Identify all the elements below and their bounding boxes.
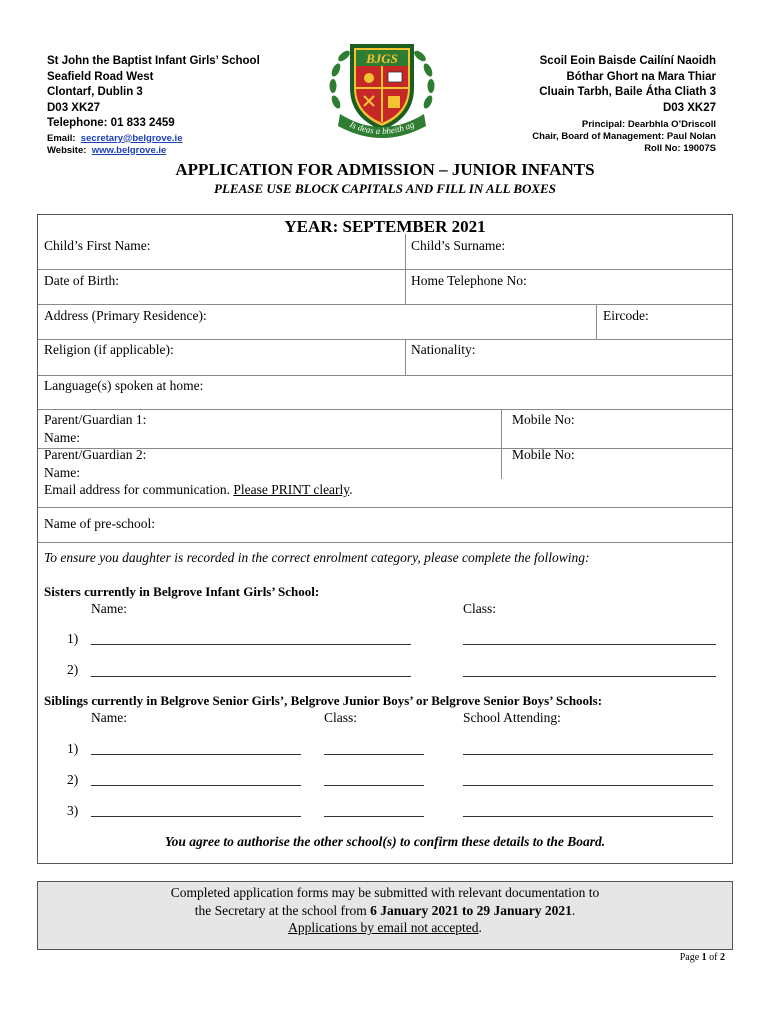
submission-notice [37,881,733,950]
sibling-3-name-blank[interactable] [91,816,301,817]
siblings-heading: Siblings currently in Belgrove Senior Girls’, Belgrove Junior Boys’ or Belgrove Senior Boys’ Schools: [44,693,603,708]
crest-initials: BJGS [366,51,398,66]
telephone: Telephone: 01 833 2459 [47,117,175,129]
religion-field[interactable]: Religion (if applicable): [44,342,174,357]
address-line: Seafield Road West [47,70,154,83]
sister-2-class-blank[interactable] [463,676,716,677]
parent-guardian-2-name-field[interactable]: Name: [44,465,80,480]
surname-field[interactable]: Child’s Surname: [411,238,506,253]
postcode: D03 XK27 [47,101,101,114]
address-field[interactable]: Address (Primary Residence): [44,308,207,323]
sibling-row-number: 3) [67,803,79,818]
irish-line: Bóthar Ghort na Mara Thiar [566,70,716,83]
page-number [680,952,725,963]
home-telephone-field[interactable]: Home Telephone No: [411,273,527,288]
submission-dates: 6 January 2021 to 29 January 2021 [370,902,572,918]
notice-line-3 [38,919,732,937]
crest-motto: Is deas a bheith ag [348,119,416,137]
notice-line-2 [38,902,732,920]
sibling-3-class-blank[interactable] [324,816,424,817]
page-current: 1 [701,952,707,963]
page-prefix: Page [679,952,702,963]
form-year: YEAR: SEPTEMBER 2021 [284,217,486,236]
website-link[interactable]: www.belgrove.ie [91,144,167,156]
roll-number: Roll No: 19007S [644,143,716,154]
parent-guardian-2-label: Parent/Guardian 2: [44,447,147,462]
sibling-1-name-blank[interactable] [91,754,301,755]
irish-line: Cluain Tarbh, Baile Átha Cliath 3 [539,86,716,98]
languages-field[interactable]: Language(s) spoken at home: [44,378,204,393]
email-communication-field[interactable] [44,482,353,498]
parent-guardian-2-mobile-field[interactable]: Mobile No: [512,447,575,462]
preschool-field[interactable]: Name of pre-school: [44,516,155,531]
email-suffix: . [349,482,353,497]
sister-1-class-blank[interactable] [463,644,716,645]
sister-1-name-blank[interactable] [91,644,411,645]
email-label: Email: [47,132,76,144]
page-subtitle: PLEASE USE BLOCK CAPITALS AND FILL IN ALL BOXES [214,181,556,196]
sisters-heading: Sisters currently in Belgrove Infant Girls’ School: [44,584,320,599]
dob-field[interactable]: Date of Birth: [44,273,119,288]
sister-row-number: 2) [67,662,79,677]
email-not-accepted: Applications by email not accepted [288,920,479,935]
sisters-name-column: Name: [91,601,127,616]
email-prefix: Email address for communication. [44,482,234,497]
irish-address-block [532,54,716,155]
sibling-2-school-blank[interactable] [463,785,713,786]
parent-guardian-1-name-field[interactable]: Name: [44,430,80,445]
authorisation-statement: You agree to authorise the other school(s) to confirm these details to the Board. [164,834,606,849]
application-form [37,214,733,864]
sibling-2-name-blank[interactable] [91,785,301,786]
eircode-field[interactable]: Eircode: [603,308,649,323]
sibling-1-class-blank[interactable] [324,754,424,755]
school-address-block [47,54,260,157]
page-of: of [706,952,720,963]
page-total: 2 [720,952,725,963]
email-print-note: Please PRINT clearly [233,482,350,497]
chair: Chair, Board of Management: Paul Nolan [532,131,716,142]
school-crest [322,36,442,142]
page-title: APPLICATION FOR ADMISSION – JUNIOR INFANTS [175,160,595,179]
irish-line: D03 XK27 [662,101,716,114]
crest-logo [322,36,442,142]
nationality-field[interactable]: Nationality: [411,342,476,357]
sister-2-name-blank[interactable] [91,676,411,677]
principal: Principal: Dearbhla O’Driscoll [581,119,716,130]
notice-line-2-prefix: the Secretary at the school from [194,902,371,918]
notice-line-3-suffix: . [478,920,482,935]
sister-row-number: 1) [67,631,79,646]
sibling-row-number: 2) [67,772,79,787]
notice-line-2-suffix: . [571,902,576,918]
email-link[interactable]: secretary@belgrove.ie [80,132,183,144]
sibling-row-number: 1) [67,741,79,756]
notice-line-1: Completed application forms may be submitted with relevant documentation to [170,885,600,900]
enrolment-note: To ensure you daughter is recorded in the correct enrolment category, please complete the following: [44,550,590,565]
website-label: Website: [47,144,87,156]
school-name: St John the Baptist Infant Girls’ School [47,55,260,67]
first-name-field[interactable]: Child’s First Name: [44,238,151,253]
parent-guardian-1-mobile-field[interactable]: Mobile No: [512,412,575,427]
sibling-2-class-blank[interactable] [324,785,424,786]
siblings-school-column: School Attending: [463,710,561,725]
sibling-1-school-blank[interactable] [463,754,713,755]
address-line: Clontarf, Dublin 3 [47,86,143,98]
siblings-class-column: Class: [324,710,358,725]
sibling-3-school-blank[interactable] [463,816,713,817]
irish-line: Scoil Eoin Baisde Cailíní Naoidh [539,55,716,67]
parent-guardian-1-label: Parent/Guardian 1: [44,412,147,427]
sisters-class-column: Class: [463,601,497,616]
siblings-name-column: Name: [91,710,127,725]
